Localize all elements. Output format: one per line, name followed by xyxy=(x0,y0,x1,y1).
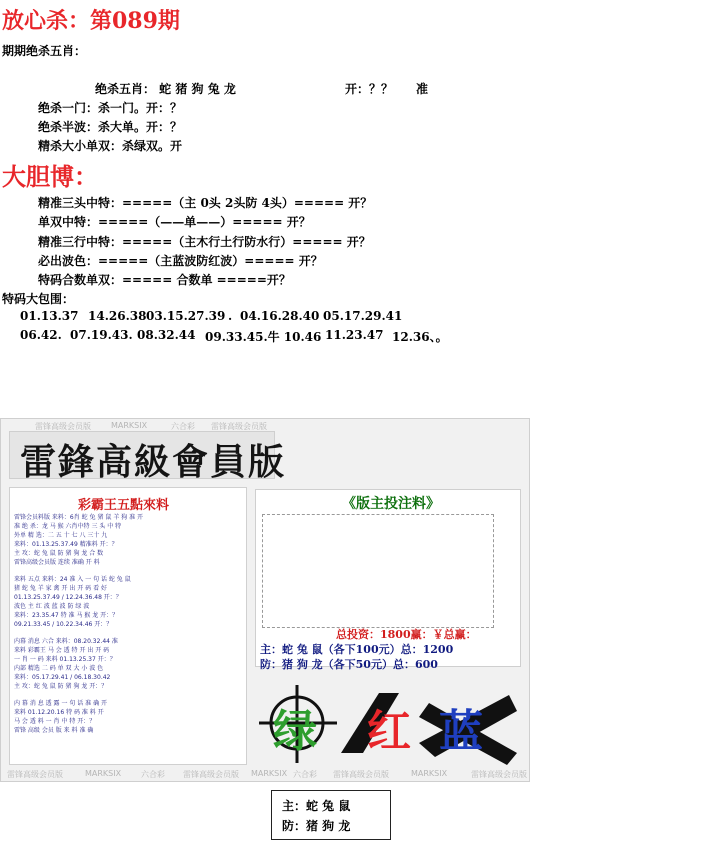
info-line: 内部 精选 二 码 单 双 大 小 波 色 xyxy=(14,665,104,672)
right-panel-title: 《版主投注料》 xyxy=(342,496,440,512)
red-wave-char: 红 xyxy=(367,706,411,757)
kill-five-open: 开：？？ xyxy=(345,82,394,96)
pack-num: 04.16.28.40 xyxy=(240,309,320,323)
bold-line-2: 单双中特：=====（——单——）===== 开？ xyxy=(38,215,311,229)
kill-big-small: 精杀大小单双：杀绿双。开 xyxy=(38,139,183,153)
pack-num: 05.17.29.41 xyxy=(323,309,403,323)
info-line: 09.21.33.45 / 10.22.34.46 开：？ xyxy=(14,621,113,628)
issue-title: 放心杀：第089期 xyxy=(2,8,180,34)
pack-num: 09.33.45.牛 10.46 xyxy=(205,330,322,344)
bold-line-5: 特码合数单双：===== 合数单 =====开？ xyxy=(38,273,291,287)
info-line: 准 绝 杀：龙 马 猴 六肖中特 三 头 中 特 xyxy=(14,523,122,530)
watermark: 雷锋高级会员版 xyxy=(333,770,389,779)
color-wave-art xyxy=(259,683,521,769)
info-line: 波色 主 红 波 蓝 波 防 绿 波 xyxy=(14,603,90,610)
member-poster xyxy=(0,418,530,782)
kill-five-line: 绝杀五肖： 蛇 猪 狗 兔 龙 xyxy=(95,82,236,96)
left-info-panel xyxy=(9,487,247,765)
poster-header xyxy=(9,431,287,483)
bold-line-4: 必出波色：=====（主蓝波防红波）===== 开？ xyxy=(38,254,323,268)
info-line: 来料 彩霸王 马 会 透 特 开 出 开 码 xyxy=(14,647,110,654)
pack-num: 07.19.43. xyxy=(70,328,133,342)
bet-guard: 防：猪 狗 龙（各下50元）总：600 xyxy=(260,658,438,671)
watermark: MARKSIX xyxy=(85,769,122,778)
summary-caption xyxy=(271,790,391,840)
watermark: 雷锋高级会员版 xyxy=(471,770,527,779)
kill-half-wave: 绝杀半波：杀大单。开：？ xyxy=(38,120,183,134)
pack-num: 06.42. xyxy=(20,328,62,342)
watermark: 六合彩 xyxy=(293,770,317,779)
watermark: MARKSIX xyxy=(251,769,288,778)
bold-section-title: 大胆博： xyxy=(2,162,98,191)
pack-num: 12.36、。 xyxy=(392,330,448,344)
bold-line-3: 精准三行中特：=====（主木行土行防水行）===== 开？ xyxy=(38,235,371,249)
pack-num: 01.13.37 xyxy=(20,309,79,323)
info-line: 雷锋高级会员版 连续 准确 开 料 xyxy=(14,559,100,566)
watermark: 六合彩 xyxy=(171,422,195,431)
pack-num: 11.23.47 xyxy=(325,328,384,342)
info-line: 来料：23.35.47 特 准 马 猴 龙 开：？ xyxy=(14,612,119,619)
blue-wave-char: 蓝 xyxy=(439,706,483,757)
info-line: 内 幕 消 息 透 露 一 句 话 准 确 开 xyxy=(14,700,107,707)
info-line: 雷锋会员料版 来料：6肖 蛇 兔 猪 鼠 羊 狗 准 开 xyxy=(14,514,143,521)
info-line: 马 会 透 料 一 肖 中 特 开：？ xyxy=(14,718,96,725)
caption-main: 主：蛇 兔 鼠 xyxy=(282,799,351,813)
kill-five-mark: 准 xyxy=(416,82,429,96)
pack-num: 14.26.38 xyxy=(88,309,147,323)
info-line: 雷锋 高级 会员 版 来 料 准 确 xyxy=(14,727,94,734)
info-line: 来料 五点 来料：24 准 入 一 句 话 蛇 兔 鼠 xyxy=(14,576,131,583)
watermark: 雷锋高级会员版 xyxy=(35,422,91,431)
watermark: MARKSIX xyxy=(111,421,148,430)
info-line: 主 攻：蛇 兔 鼠 防 猪 狗 龙 开：？ xyxy=(14,683,108,690)
watermark: 雷锋高级会员版 xyxy=(183,770,239,779)
info-line: 内幕 消息 六合 来料：08.20.32.44 准 xyxy=(14,638,118,645)
watermark: 六合彩 xyxy=(141,770,165,779)
left-panel-title: 彩霸王五點來料 xyxy=(78,498,170,513)
kill-five-heading: 期期绝杀五肖： xyxy=(2,44,87,58)
right-bet-panel xyxy=(255,489,521,671)
bold-line-1: 精准三头中特：=====（主 0头 2头防 4头）===== 开？ xyxy=(38,196,373,210)
pack-label: 特码大包围： xyxy=(2,292,75,306)
caption-guard: 防：猪 狗 龙 xyxy=(282,819,351,833)
info-line: 猪 蛇 兔 羊 家 禽 开 出 开 码 看 好 xyxy=(14,585,107,592)
info-line: 来料：01.13.25.37.49 精准料 开：？ xyxy=(14,541,118,548)
info-line: 外单 精 选：二 五 十 七 八 三十 九 xyxy=(14,532,108,539)
info-line: 01.13.25.37.49 / 12.24.36.48 开：？ xyxy=(14,594,122,601)
watermark: MARKSIX xyxy=(411,769,448,778)
bet-main: 主：蛇 兔 鼠（各下100元）总：1200 xyxy=(260,643,454,656)
bet-total: 总投资：1800赢：￥总赢： xyxy=(336,628,477,641)
pack-num: . xyxy=(228,309,233,323)
pack-num: 08.32.44 xyxy=(137,328,196,342)
pack-num: 03.15.27.39 xyxy=(146,309,226,323)
poster-title: 雷鋒高級會員版 xyxy=(20,441,287,483)
info-line: 一 肖 一 码 来料 01.13.25.37 开：？ xyxy=(14,656,116,663)
watermark: 雷锋高级会员版 xyxy=(211,422,267,431)
info-line: 主 攻：蛇 兔 鼠 防 猪 狗 龙 合 数 xyxy=(14,550,104,557)
empty-note-box xyxy=(262,514,494,628)
kill-one-door: 绝杀一门：杀一门。开：？ xyxy=(38,101,183,115)
info-line: 来料 01.12.20.16 特 码 准 料 开 xyxy=(14,709,104,716)
info-line: 来料：05.17.29.41 / 06.18.30.42 xyxy=(14,674,111,681)
watermark: 雷锋高级会员版 xyxy=(7,770,63,779)
green-wave-char: 绿 xyxy=(273,706,317,757)
